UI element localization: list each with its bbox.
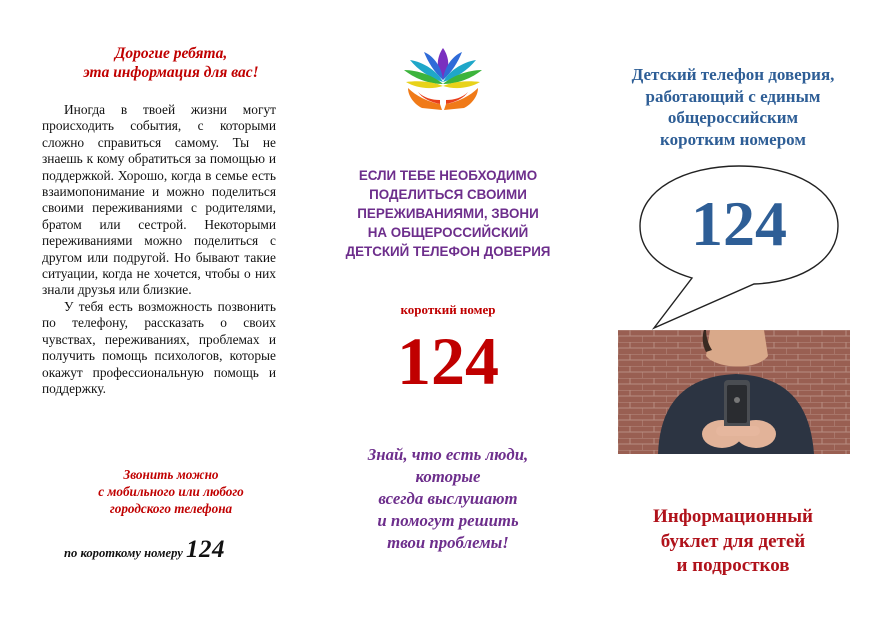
- intro-paragraph-2: У тебя есть возможность позвонить по телефону, рассказать о своих чувствах, переживаниях, проблемах и получить помощь психологов, которые окажут профессиональную помощь и поддержку.: [42, 298, 276, 396]
- support-message-line1: Знай, что есть люди,: [367, 445, 529, 464]
- booklet-caption-line1: Информационный: [652, 506, 814, 527]
- call-prompt: [330, 166, 566, 261]
- call-prompt-line1: ЕСЛИ ТЕБЕ НЕОБХОДИМО: [358, 168, 538, 183]
- greeting-title-line2: эта информация для вас!: [83, 64, 259, 81]
- call-info-line3: городского телефона: [109, 501, 233, 516]
- hotline-heading-line4: коротким номером: [660, 129, 806, 149]
- call-prompt-line5: ДЕТСКИЙ ТЕЛЕФОН ДОВЕРИЯ: [345, 244, 551, 259]
- call-prompt-line3: ПЕРЕЖИВАНИЯМИ, ЗВОНИ: [357, 206, 539, 221]
- support-message-line3: всегда выслушают: [378, 489, 518, 508]
- short-number-label: короткий номер: [400, 302, 496, 317]
- booklet-caption: [602, 505, 864, 579]
- bubble-number: 124: [691, 188, 787, 259]
- hotline-heading-line2: работающий с единым: [645, 86, 821, 106]
- intro-paragraph-1: Иногда в твоей жизни могут происходить события, с которыми сложно справиться самому. Ты не знаешь к кому обратиться за помощью и поддержкой. Хорошо, когда в семье есть взаимопонимание и можно поделиться своими переживаниями с родителями, братом или сестрой. Некоторыми переживаниями можно поделиться с другом или подругой. Но бывают такие ситуации, когда не хочется, чтобы о них знали друзья или близкие.: [42, 102, 276, 298]
- hotline-heading: [602, 64, 864, 150]
- call-prompt-line4: НА ОБЩЕРОССИЙСКИЙ: [367, 225, 529, 240]
- hotline-number: 124: [397, 323, 499, 399]
- short-number-text: по короткому номеру: [64, 546, 183, 560]
- greeting-title: [40, 44, 302, 82]
- support-message-line4: и помогут решить: [377, 511, 519, 530]
- booklet-caption-line3: и подростков: [676, 555, 790, 576]
- booklet-caption-line2: буклет для детей: [660, 530, 806, 552]
- call-info-line2: с мобильного или любого: [98, 484, 244, 499]
- short-number-value: 124: [186, 536, 226, 563]
- support-message-line5: твои проблемы!: [387, 533, 509, 552]
- call-info-line1: Звонить можно: [123, 467, 219, 482]
- support-message-line2: которые: [415, 467, 481, 486]
- call-info: [40, 466, 302, 517]
- hotline-heading-line3: общероссийским: [667, 108, 799, 127]
- teen-with-smartphone-photo: [618, 330, 850, 454]
- intro-text: [42, 102, 276, 397]
- greeting-title-line1: Дорогие ребята,: [114, 45, 228, 62]
- call-prompt-line2: ПОДЕЛИТЬСЯ СВОИМИ: [369, 187, 527, 202]
- short-number-line: [64, 536, 225, 564]
- hotline-heading-line1: Детский телефон доверия,: [631, 65, 835, 84]
- support-message: [330, 444, 566, 554]
- rainbow-lotus-hands-logo-icon: [398, 44, 488, 110]
